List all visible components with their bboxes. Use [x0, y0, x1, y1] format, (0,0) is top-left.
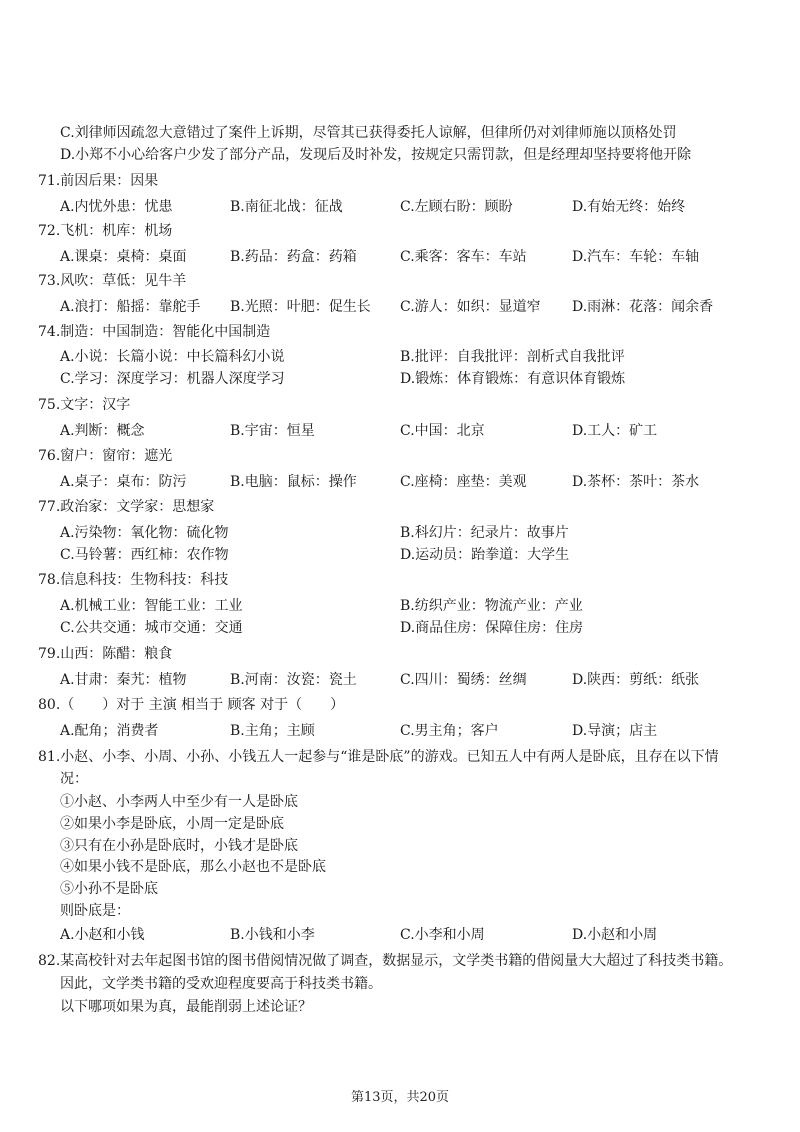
option-c: C.左顾右盼：顾盼	[400, 199, 513, 215]
option-c: C.公共交通：城市交通：交通	[60, 620, 243, 636]
option-d: D.茶杯：茶叶：茶水	[572, 474, 700, 490]
option-a: A.小赵和小钱	[60, 927, 145, 943]
condition-item: ①小赵、小李两人中至少有一人是卧底	[60, 794, 298, 810]
option-b: B.药品：药盒：药箱	[230, 249, 357, 265]
question-stem: 75.文字：汉字	[38, 397, 131, 413]
option-b: B.批评：自我批评：剖析式自我批评	[400, 349, 625, 365]
condition-item: ②如果小李是卧底，小周一定是卧底	[60, 816, 284, 832]
option-d: D.陕西：剪纸：纸张	[572, 672, 700, 688]
option-d: D.有始无终：始终	[572, 199, 686, 215]
option-a: A.浪打：船摇：靠舵手	[60, 299, 201, 315]
option-b: B.主角；主顾	[230, 723, 315, 739]
condition-item: ④如果小钱不是卧底，那么小赵也不是卧底	[60, 859, 326, 875]
option-b: B.南征北战：征战	[230, 199, 343, 215]
option-a: A.判断：概念	[60, 423, 145, 439]
option-a: A.课桌：桌椅：桌面	[60, 249, 187, 265]
question-ask: 以下哪项如果为真，最能削弱上述论证？	[60, 999, 312, 1015]
option-a: A.机械工业：智能工业：工业	[60, 598, 243, 614]
option-c: C.男主角；客户	[400, 723, 499, 739]
question-stem: 78.信息科技：生物科技：科技	[38, 572, 229, 588]
condition-item: ③只有在小孙是卧底时，小钱才是卧底	[60, 838, 298, 854]
question-stem: 79.山西：陈醋：粮食	[38, 646, 173, 662]
question-stem: 77.政治家：文学家：思想家	[38, 499, 215, 515]
question-stem: 73.风吹：草低：见牛羊	[38, 273, 187, 289]
question-stem: 80.（ ）对于 主演 相当于 顾客 对于（ ）	[38, 697, 345, 713]
option-a: A.甘肃：秦艽：植物	[60, 672, 187, 688]
q70-option-d: D.小郑不小心给客户少发了部分产品，发现后及时补发，按规定只需罚款，但是经理却坚持要将他开除	[60, 147, 692, 163]
option-c: C.小李和小周	[400, 927, 485, 943]
question-stem: 82.某高校针对去年起图书馆的图书借阅情况做了调查，数据显示，文学类书籍的借阅量大大超过了科技类书籍。	[38, 953, 733, 969]
option-d: D.锻炼：体育锻炼：有意识体育锻炼	[400, 371, 626, 387]
option-c: C.马铃薯：西红柿：农作物	[60, 547, 229, 563]
question-stem-continued: 况：	[60, 771, 88, 787]
question-stem: 74.制造：中国制造：智能化中国制造	[38, 324, 271, 340]
question-stem: 76.窗户：窗帘：遮光	[38, 448, 173, 464]
option-c: C.游人：如织：显道窄	[400, 299, 541, 315]
option-c: C.中国：北京	[400, 423, 485, 439]
condition-item: ⑤小孙不是卧底	[60, 881, 158, 897]
option-c: C.座椅：座垫：美观	[400, 474, 527, 490]
option-a: A.小说：长篇小说：中长篇科幻小说	[60, 349, 285, 365]
option-b: B.宇宙：恒星	[230, 423, 315, 439]
q70-option-c: C.刘律师因疏忽大意错过了案件上诉期，尽管其已获得委托人谅解，但律所仍对刘律师施以顶格处罚	[60, 125, 677, 141]
option-b: B.小钱和小李	[230, 927, 315, 943]
option-d: D.小赵和小周	[572, 927, 658, 943]
option-a: A.内忧外患：忧患	[60, 199, 173, 215]
option-d: D.导演；店主	[572, 723, 658, 739]
option-b: B.纺织产业：物流产业：产业	[400, 598, 583, 614]
option-c: C.四川：蜀绣：丝绸	[400, 672, 527, 688]
question-ask: 则卧底是：	[60, 903, 130, 919]
option-d: D.商品住房：保障住房：住房	[400, 620, 584, 636]
question-stem: 81.小赵、小李、小周、小孙、小钱五人一起参与“谁是卧底”的游戏。已知五人中有两人是卧底，且存在以下情	[38, 749, 719, 765]
option-a: A.配角；消费者	[60, 723, 159, 739]
option-a: A.污染物：氧化物：硫化物	[60, 525, 229, 541]
question-stem: 72.飞机：机库：机场	[38, 223, 173, 239]
option-b: B.电脑：鼠标：操作	[230, 474, 357, 490]
option-a: A.桌子：桌布：防污	[60, 474, 187, 490]
question-stem: 71.前因后果：因果	[38, 173, 159, 189]
question-stem-continued: 因此，文学类书籍的受欢迎程度要高于科技类书籍。	[60, 976, 382, 992]
option-c: C.学习：深度学习：机器人深度学习	[60, 371, 285, 387]
option-d: D.汽车：车轮：车轴	[572, 249, 700, 265]
option-c: C.乘客：客车：车站	[400, 249, 527, 265]
option-d: D.运动员：跆拳道：大学生	[400, 547, 570, 563]
option-b: B.科幻片：纪录片：故事片	[400, 525, 569, 541]
option-d: D.雨淋：花落：闻余香	[572, 299, 714, 315]
option-b: B.河南：汝瓷：瓷土	[230, 672, 357, 688]
option-d: D.工人：矿工	[572, 423, 658, 439]
option-b: B.光照：叶肥：促生长	[230, 299, 371, 315]
page-number: 第13页，共20页	[350, 1090, 450, 1105]
